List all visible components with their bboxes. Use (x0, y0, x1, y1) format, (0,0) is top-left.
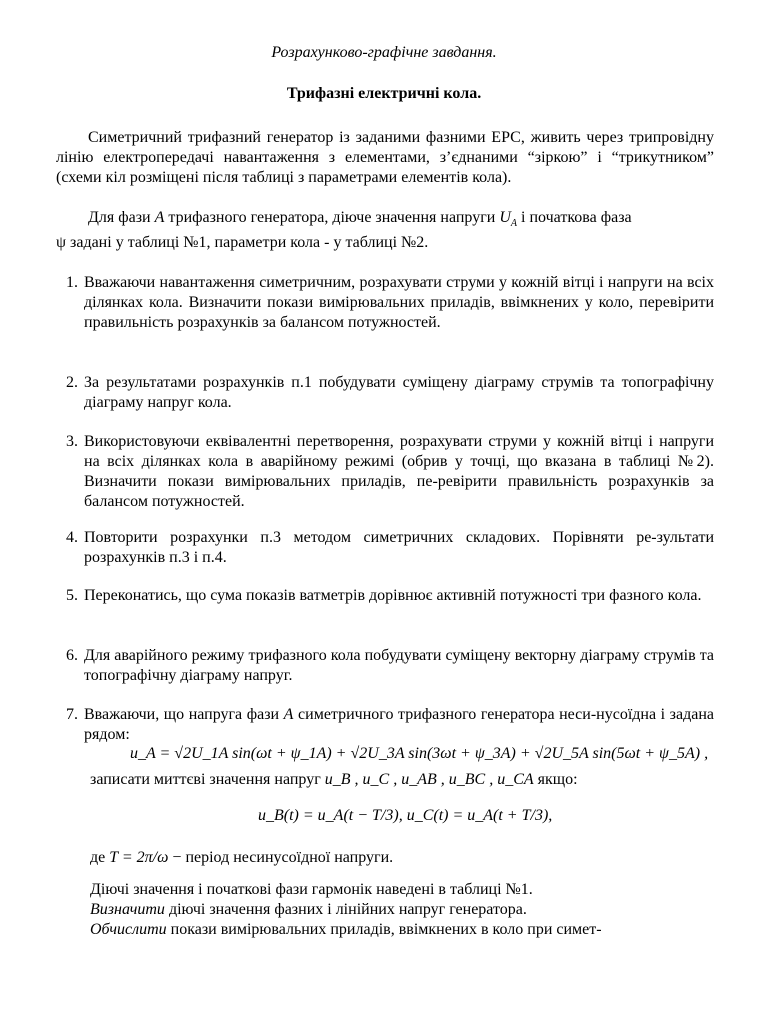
task-item-2: 2. За результатами розрахунків п.1 побудувати суміщену діаграму струмів та топографічну діаграму напруг кола. (66, 374, 714, 411)
intro-paragraph-3: ψ задані у таблиці №1, параметри кола - у таблиці №2. (56, 234, 429, 251)
task-item-5: 5. Переконатись, що сума показів ватметрів дорівнює активній потужності три фазного кола. (66, 587, 702, 604)
determine-voltages-line: Визначити діючі значення фазних і лінійних напруг генератора. (90, 901, 527, 918)
document-subtitle: Розрахунково-графічне завдання. (271, 44, 497, 61)
document-title: Трифазні електричні кола. (286, 85, 482, 102)
task-item-4: 4. Повторити розрахунки п.3 методом симетричних складових. Порівняти ре-зультати розрахунків п.3 і п.4. (66, 529, 714, 566)
intro-paragraph-2: Для фази A трифазного генератора, діюче значення напруги $U_A$ і початкова фаза (88, 209, 632, 230)
instantaneous-values-line: записати миттєві значення напруг u_B , u_C , u_AB , u_BC , u_CA якщо: (90, 771, 578, 788)
task-item-3: 3. Використовуючи еквівалентні перетворення, розрахувати струми у кожній вітці і напруги на всіх ділянках кола в аварійному режимі (обрив у точці, що вказана в таблиці №2). Визначити покази вимірювальних приладів, пе-ревірити правильність розрахунків за балансом потужностей. (66, 433, 714, 510)
period-definition-line: де T = 2π/ω − період несинусоїдної напруги. (90, 849, 394, 866)
intro-paragraph-1: Симетричний трифазний генератор із заданими фазними ЕРС, живить через трипровідну лінію електропередачі навантаження з елементами, з’єднаними “зіркою” і “трикутником” (схеми кіл розміщені після таблиці з параметрами елементів кола). (56, 129, 714, 186)
task-item-7: 7. Вважаючи, що напруга фази A симетричного трифазного генератора неси-нусоїдна і задана рядом: (66, 706, 715, 743)
compute-readings-line: Обчислити покази вимірювальних приладів, ввімкнених в коло при симет- (90, 921, 602, 938)
harmonic-series-formula: u_A = √2U_1A sin(ωt + ψ_1A) + √2U_3A sin(3ωt + ψ_3A) + √2U_5A sin(5ωt + ψ_5A) , (130, 745, 709, 762)
phase-shift-formula: u_B(t) = u_A(t − T/3), u_C(t) = u_A(t + T/3), (258, 807, 553, 824)
task-item-6: 6. Для аварійного режиму трифазного кола побудувати суміщену векторну діаграму струмів та топографічну діаграму напруг. (66, 647, 714, 684)
harmonics-table-note: Діючі значення і початкові фази гармонік наведені в таблиці №1. (90, 881, 533, 898)
task-item-1: 1. Вважаючи навантаження симетричним, розрахувати струми у кожній вітці і напруги на всіх ділянках кола. Визначити покази вимірювальних приладів, ввімкнених у коло, перевірити правильність розрахунків за балансом потужностей. (66, 274, 714, 331)
